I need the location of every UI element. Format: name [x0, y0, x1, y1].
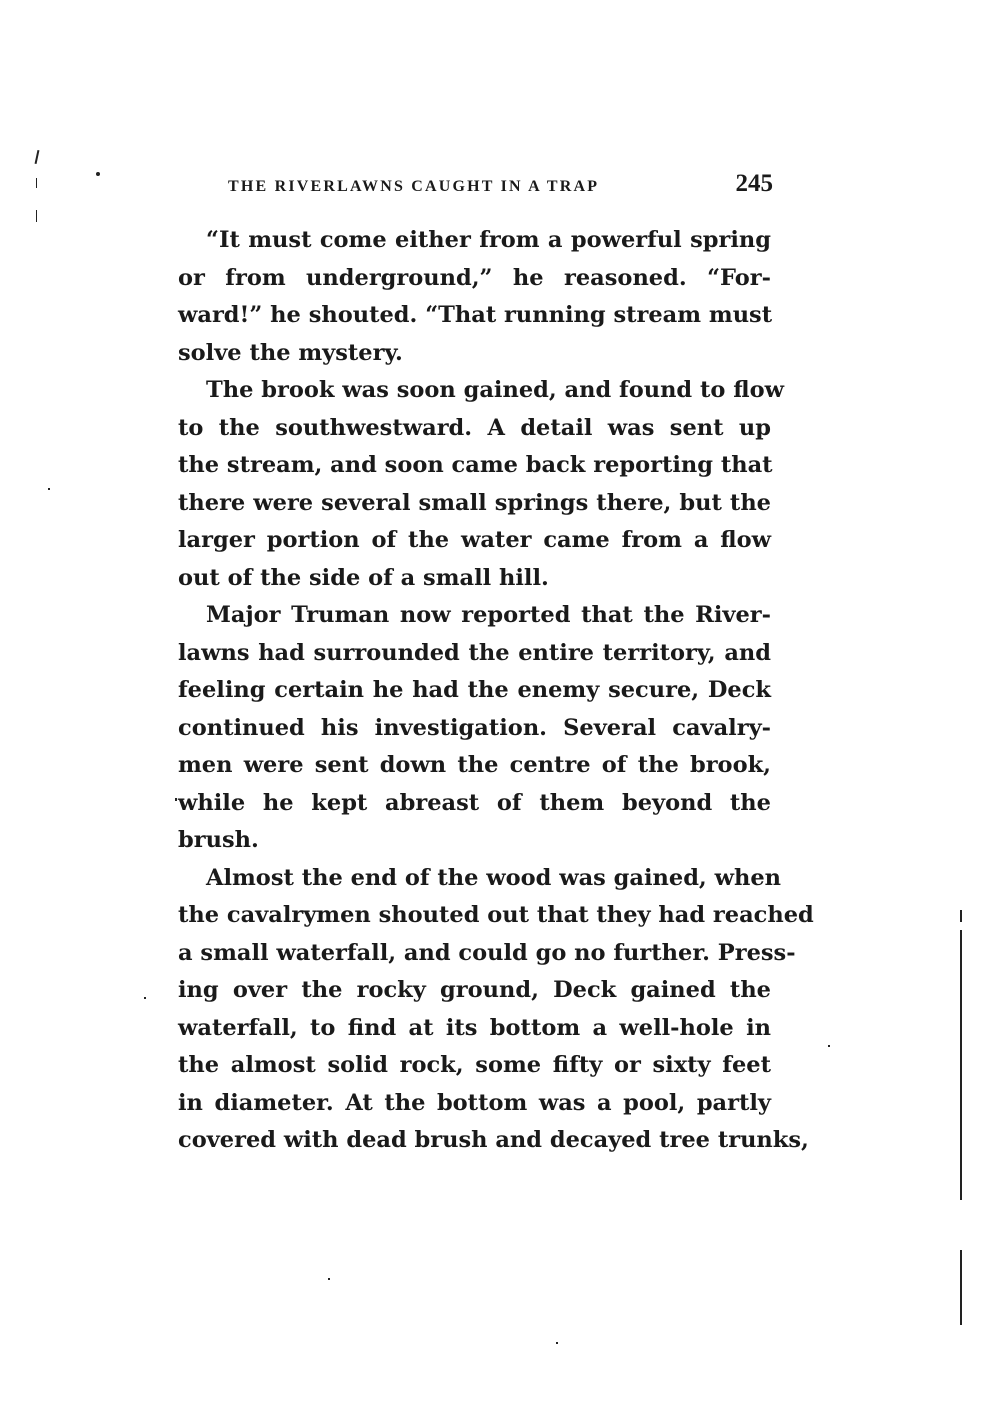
running-title: THE RIVERLAWNS CAUGHT IN A TRAP	[228, 178, 600, 195]
scan-mark	[144, 997, 146, 999]
text-line: Almost the end of the wood was gained, when	[206, 864, 782, 891]
text-line: continued his investigation. Several cavalry-	[178, 714, 771, 741]
text-line: there were several small springs there, but the	[178, 489, 771, 516]
text-line: while he kept abreast of them beyond the	[178, 789, 771, 816]
text-line: the stream, and soon came back reporting that	[178, 452, 773, 478]
text-line: feeling certain he had the enemy secure, Deck	[178, 677, 771, 703]
scan-mark	[828, 1045, 830, 1047]
scan-mark	[35, 150, 40, 164]
text-line: the almost solid rock, some fifty or sixty feet	[178, 1052, 771, 1078]
text-line: lawns had surrounded the entire territory, and	[178, 639, 771, 666]
text-line: covered with dead brush and decayed tree trunks,	[178, 1127, 809, 1153]
text-line: out of the side of a small hill.	[178, 564, 549, 591]
scan-mark	[960, 930, 962, 1200]
text-line: larger portion of the water came from a flow	[178, 527, 771, 553]
scan-mark	[175, 798, 177, 801]
text-line: solve the mystery.	[178, 339, 403, 366]
scan-mark	[328, 1278, 330, 1280]
text-line: ing over the rocky ground, Deck gained the	[178, 977, 771, 1003]
text-line: in diameter. At the bottom was a pool, partly	[178, 1089, 771, 1116]
running-head	[228, 170, 773, 204]
scan-mark	[48, 488, 50, 490]
scan-mark	[960, 1250, 962, 1325]
text-line: “It must come either from a powerful spring	[206, 227, 771, 253]
text-line: ward!” he shouted. “That running stream must	[178, 302, 773, 328]
scan-mark	[96, 172, 100, 176]
text-line: to the southwestward. A detail was sent up	[178, 414, 771, 441]
text-line: waterfall, to find at its bottom a well-hole in	[178, 1014, 771, 1041]
text-line: men were sent down the centre of the brook,	[178, 752, 771, 778]
scan-mark	[36, 178, 37, 188]
scan-mark	[556, 1342, 558, 1344]
text-line: the cavalrymen shouted out that they had reached	[178, 902, 814, 928]
page-number: 245	[735, 170, 773, 197]
text-line: Major Truman now reported that the River-	[206, 602, 771, 628]
text-line: or from underground,” he reasoned. “For-	[178, 264, 771, 291]
body-text	[178, 222, 814, 1160]
text-line: a small waterfall, and could go no further. Press-	[178, 939, 796, 966]
scan-mark	[960, 910, 962, 922]
scan-mark	[36, 210, 37, 222]
text-line: brush.	[178, 827, 259, 853]
text-line: The brook was soon gained, and found to flow	[206, 377, 784, 403]
